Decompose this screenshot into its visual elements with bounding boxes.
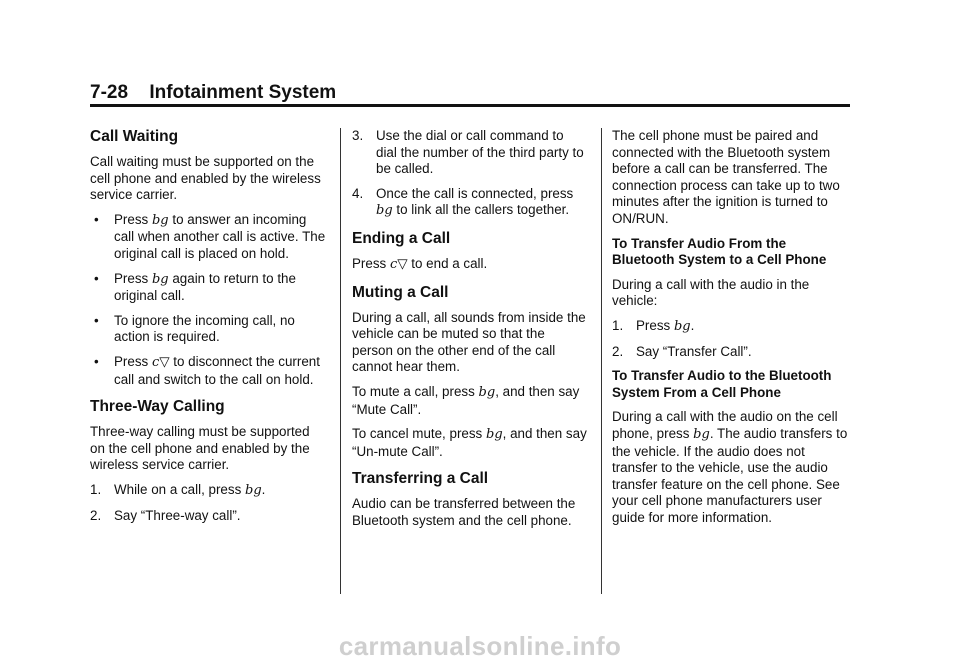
paragraph: The cell phone must be paired and connected with the Bluetooth system before a call can be transferred. The connection process can take up to two minutes after the ignition is turned to ON/RUN. — [612, 128, 840, 226]
paragraph: Three-way calling must be supported on the cell phone and enabled by the wireless service carrier. — [90, 424, 310, 473]
voice-icon: g — [160, 271, 169, 287]
subheading: To Transfer Audio to the Bluetooth System From a Cell Phone — [612, 368, 832, 400]
section-heading-three-way: Three-Way Calling — [90, 398, 225, 416]
text: During a call with the audio on the cell phone, press — [612, 409, 838, 441]
section-heading-muting: Muting a Call — [352, 283, 449, 301]
end-call-icon: c — [389, 256, 398, 272]
numbered-item — [612, 344, 848, 361]
item-number: 2. — [612, 343, 624, 359]
item-number: 3. — [352, 128, 364, 143]
page-header — [90, 82, 336, 104]
voice-icon: g — [384, 203, 393, 219]
text: Say “Transfer Call”. — [636, 343, 752, 359]
paragraph — [612, 409, 848, 526]
text: To mute a call, press — [352, 383, 475, 399]
bullet-item — [90, 212, 326, 263]
text: . — [690, 317, 695, 333]
text: to link all the callers together. — [396, 202, 570, 218]
paragraph: Call waiting must be supported on the cell phone and enabled by the wireless service carrier. — [90, 154, 321, 203]
bullet-item — [90, 354, 326, 388]
paragraph — [352, 426, 588, 460]
phone-icon: b — [376, 203, 385, 219]
item-number: 1. — [90, 481, 102, 497]
text: to answer an incoming call when another call is active. The original call is placed on hold. — [114, 211, 326, 261]
voice-icon: g — [682, 318, 691, 334]
phone-icon: b — [151, 271, 161, 287]
page-title: Infotainment System — [149, 82, 337, 103]
phone-icon: b — [485, 427, 495, 443]
text: to disconnect the current call and switch to the call on hold. — [114, 353, 320, 387]
item-number: 4. — [352, 185, 364, 201]
text: to end a call. — [411, 255, 488, 271]
phone-icon: b — [151, 212, 161, 228]
paragraph: During a call, all sounds from inside the vehicle can be muted so that the person on the other end of the call cannot hear them. — [352, 309, 586, 375]
text: Press — [114, 211, 149, 227]
section-heading-transferring: Transferring a Call — [352, 470, 489, 488]
phone-icon: b — [245, 482, 254, 498]
subheading: To Transfer Audio From the Bluetooth System to a Cell Phone — [612, 235, 827, 268]
text: , and then say “Un-mute Call”. — [352, 426, 587, 459]
phone-icon: b — [478, 384, 487, 400]
paragraph — [352, 384, 588, 418]
item-number: 2. — [90, 507, 102, 523]
numbered-item — [90, 508, 326, 525]
text: Say “Three-way call”. — [114, 507, 241, 523]
paragraph: During a call with the audio in the vehicle: — [612, 276, 810, 309]
text: . — [261, 481, 266, 497]
text: . The audio transfers to the vehicle. If the audio does not transfer to the vehicle, use the audio transfer feature on the cell phone. See your cell phone manufacturers user guide for more information. — [612, 425, 848, 525]
text: Press — [352, 255, 387, 271]
voice-icon: g — [494, 427, 503, 443]
end-triangle-icon: ▽ — [159, 353, 170, 369]
column-divider — [340, 128, 341, 594]
text: Press — [636, 317, 671, 333]
voice-icon: g — [701, 426, 710, 442]
numbered-item — [352, 186, 588, 220]
text: again to return to the original call. — [114, 270, 296, 304]
bullet-item — [90, 271, 326, 305]
section-heading-ending: Ending a Call — [352, 229, 451, 247]
column-2 — [352, 128, 588, 538]
text: To cancel mute, press — [352, 426, 483, 442]
phone-icon: b — [693, 426, 702, 442]
header-rule — [90, 104, 850, 107]
column-3 — [612, 128, 848, 534]
column-1 — [90, 128, 326, 532]
voice-icon: g — [160, 212, 169, 228]
page-number: 7-28 — [90, 82, 129, 103]
numbered-item — [352, 128, 588, 178]
voice-icon: g — [253, 482, 262, 498]
text: To ignore the incoming call, no action is required. — [114, 312, 295, 345]
numbered-item — [612, 318, 848, 336]
text: While on a call, press — [114, 481, 242, 497]
text: Use the dial or call command to dial the number of the third party to be called. — [376, 128, 584, 177]
end-triangle-icon: ▽ — [397, 255, 408, 271]
voice-icon: g — [486, 384, 496, 400]
phone-icon: b — [673, 318, 683, 334]
column-divider — [601, 128, 602, 594]
end-call-icon: c — [151, 354, 160, 370]
text: Press — [114, 270, 149, 286]
text: , and then say “Mute Call”. — [352, 383, 580, 417]
text: Once the call is connected, press — [376, 185, 574, 201]
numbered-item — [90, 482, 326, 500]
section-heading-call-waiting: Call Waiting — [90, 128, 179, 145]
bullet-item — [90, 313, 326, 346]
paragraph: Audio can be transferred between the Bluetooth system and the cell phone. — [352, 496, 576, 528]
text: Press — [114, 353, 149, 369]
item-number: 1. — [612, 317, 624, 333]
watermark-footer: carmanualsonline.info — [338, 631, 622, 661]
paragraph — [352, 256, 588, 274]
